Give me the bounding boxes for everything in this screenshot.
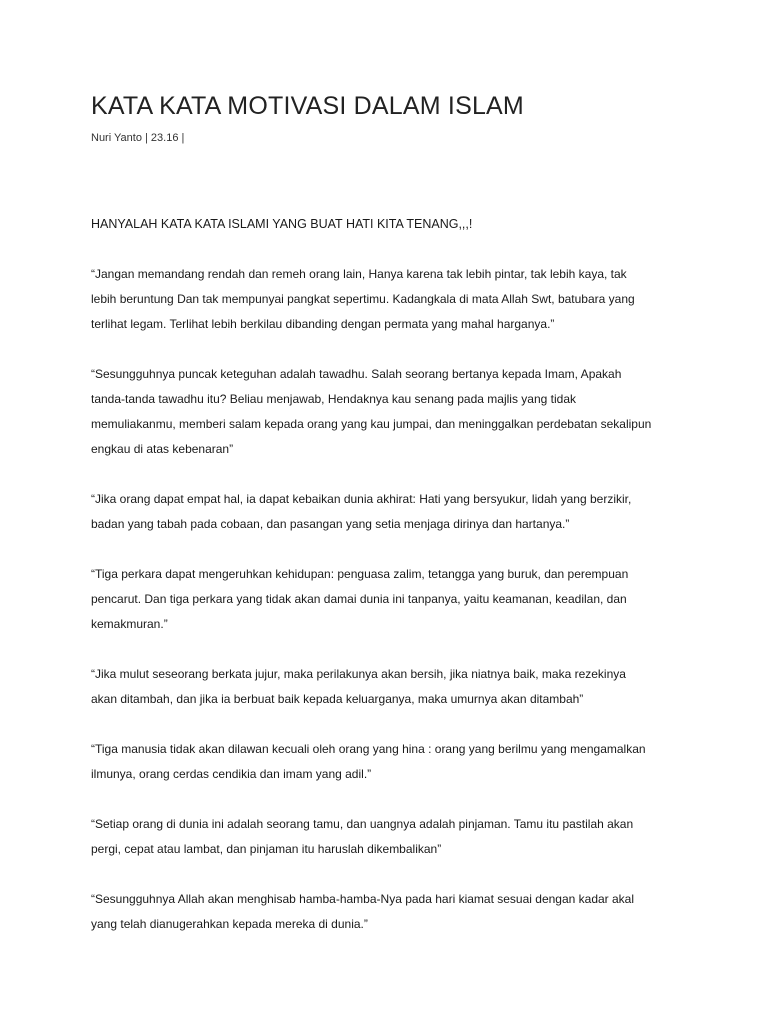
quote-line: tanda-tanda tawadhu itu? Beliau menjawab, Hendaknya kau senang pada majlis yang tidak [91, 392, 576, 406]
post-meta: Nuri Yanto | 23.16 | [91, 132, 185, 144]
quote-paragraph [91, 887, 691, 937]
quote-line: “Jika orang dapat empat hal, ia dapat kebaikan dunia akhirat: Hati yang bersyukur, lidah yang berzikir, [91, 492, 632, 506]
quote-line: ilmunya, orang cerdas cendikia dan imam yang adil.” [91, 767, 372, 781]
quote-line: pencarut. Dan tiga perkara yang tidak akan damai dunia ini tanpanya, yaitu keamanan, keadilan, dan [91, 592, 627, 606]
article-subtitle: HANYALAH KATA KATA ISLAMI YANG BUAT HATI KITA TENANG,,,! [91, 217, 473, 231]
quote-line: pergi, cepat atau lambat, dan pinjaman itu haruslah dikembalikan” [91, 842, 442, 856]
quote-paragraph [91, 812, 691, 862]
document-page [91, 86, 691, 931]
quote-line: “Tiga perkara dapat mengeruhkan kehidupan: penguasa zalim, tetangga yang buruk, dan perempuan [91, 567, 629, 581]
quote-line: “Setiap orang di dunia ini adalah seorang tamu, dan uangnya adalah pinjaman. Tamu itu pastilah akan [91, 817, 634, 831]
quote-paragraph [91, 737, 691, 787]
quote-paragraph [91, 662, 691, 712]
quote-line: memuliakanmu, memberi salam kepada orang yang kau jumpai, dan meninggalkan perdebatan sekalipun [91, 417, 652, 431]
quote-paragraph [91, 262, 691, 337]
quote-list [91, 262, 691, 962]
quote-line: “Jika mulut seseorang berkata jujur, maka perilakunya akan bersih, jika niatnya baik, maka rezekinya [91, 667, 626, 681]
quote-line: badan yang tabah pada cobaan, dan pasangan yang setia menjaga dirinya dan hartanya.” [91, 517, 570, 531]
quote-line: lebih beruntung Dan tak mempunyai pangkat sepertimu. Kadangkala di mata Allah Swt, batubara yang [91, 292, 635, 306]
quote-paragraph [91, 562, 691, 637]
quote-line: yang telah dianugerahkan kepada mereka di dunia.” [91, 917, 368, 931]
quote-line: “Sesungguhnya puncak keteguhan adalah tawadhu. Salah seorang bertanya kepada Imam, Apakah [91, 367, 622, 381]
quote-paragraph [91, 487, 691, 537]
quote-line: engkau di atas kebenaran” [91, 442, 234, 456]
quote-paragraph [91, 362, 691, 462]
quote-line: “Tiga manusia tidak akan dilawan kecuali oleh orang yang hina : orang yang berilmu yang mengamalkan [91, 742, 646, 756]
quote-line: terlihat legam. Terlihat lebih berkilau dibanding dengan permata yang mahal harganya.” [91, 317, 555, 331]
quote-line: kemakmuran.” [91, 617, 168, 631]
page-title: KATA KATA MOTIVASI DALAM ISLAM [91, 92, 524, 120]
quote-line: akan ditambah, dan jika ia berbuat baik kepada keluarganya, maka umurnya akan ditambah” [91, 692, 584, 706]
quote-line: “Sesungguhnya Allah akan menghisab hamba-hamba-Nya pada hari kiamat sesuai dengan kadar akal [91, 892, 635, 906]
quote-line: “Jangan memandang rendah dan remeh orang lain, Hanya karena tak lebih pintar, tak lebih kaya, tak [91, 267, 627, 281]
